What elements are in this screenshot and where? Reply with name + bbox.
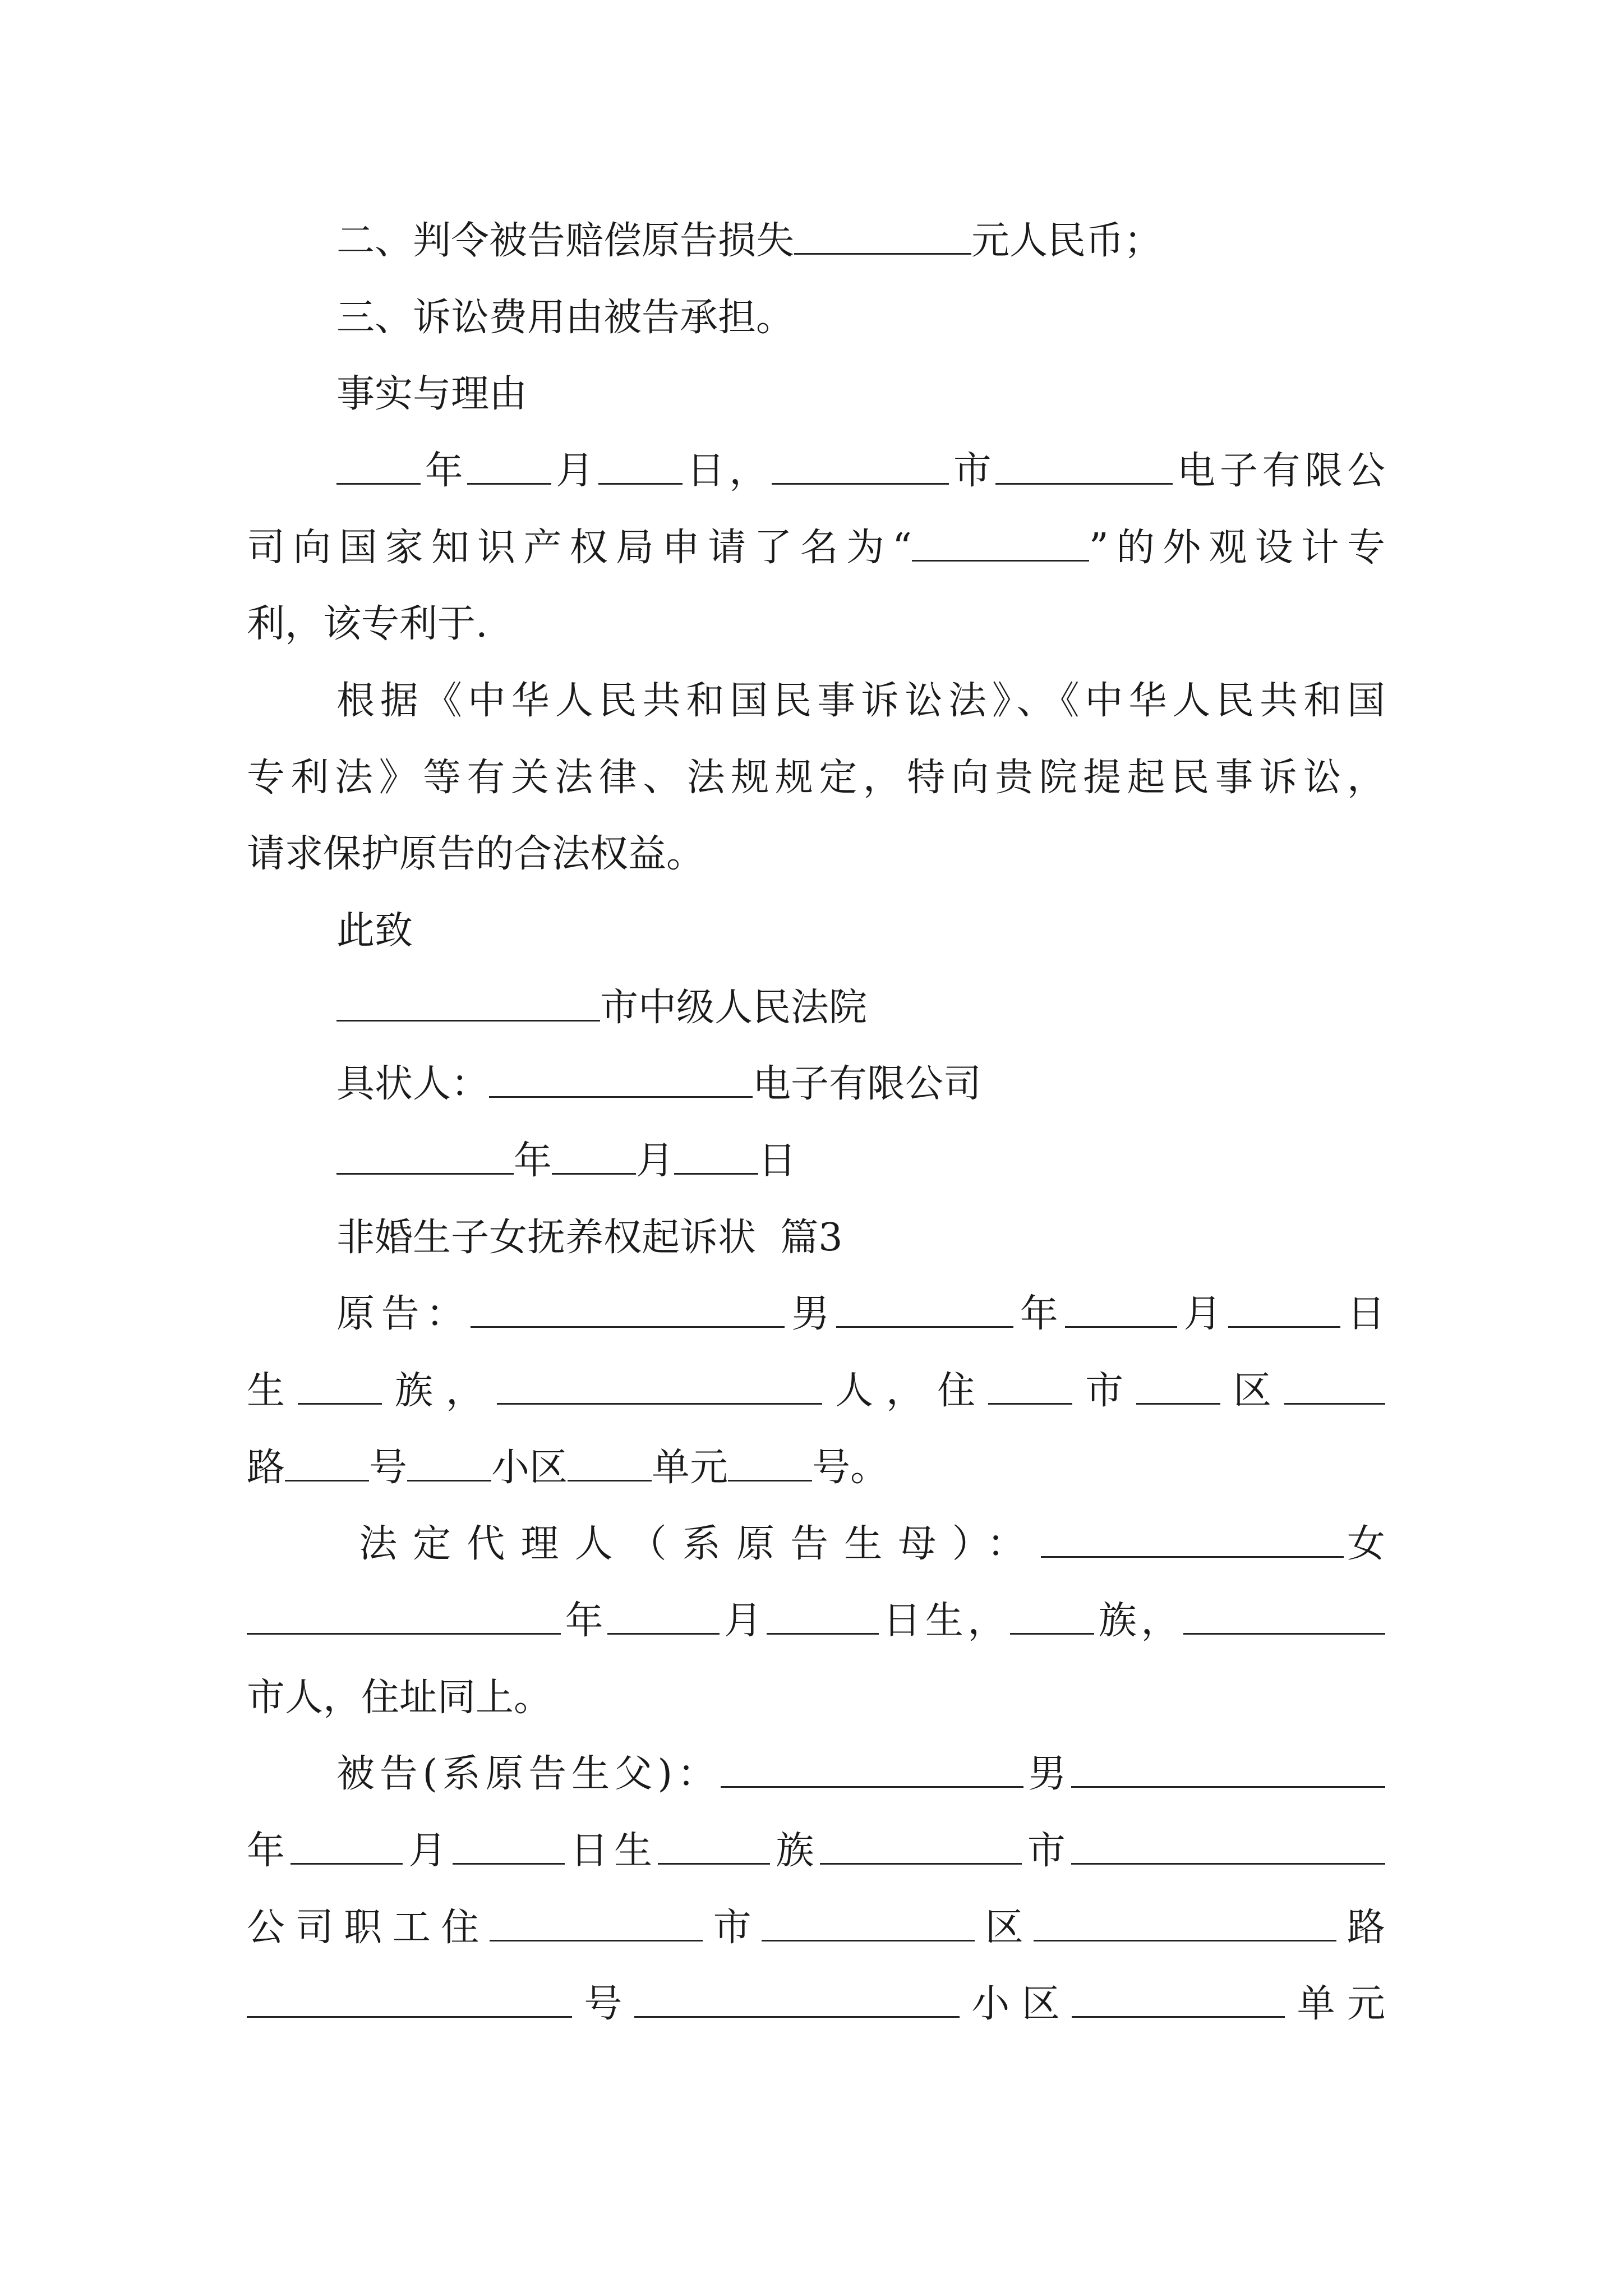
text-run: 专利法》等有关法律、法规规定，特向贵院提起民事诉讼， bbox=[247, 756, 1385, 800]
text-run: 小区 bbox=[959, 1982, 1072, 2026]
signing-date bbox=[336, 1130, 1385, 1192]
text-run: 年 bbox=[421, 449, 468, 493]
text-line bbox=[336, 440, 1385, 502]
fill-in-blank bbox=[285, 1448, 369, 1481]
signatory bbox=[336, 1053, 1385, 1115]
fill-in-blank bbox=[772, 452, 949, 485]
text-run: 非婚生子女抚养权起诉状 篇3 bbox=[336, 1216, 843, 1260]
text-run: 年 bbox=[561, 1599, 608, 1643]
fill-in-blank bbox=[1065, 1295, 1177, 1328]
text-line bbox=[247, 517, 1385, 579]
text-run: 生 bbox=[247, 1369, 298, 1413]
fill-in-blank bbox=[1228, 1295, 1340, 1328]
fill-in-blank bbox=[247, 1985, 572, 2018]
fill-in-blank bbox=[568, 1448, 652, 1481]
text-line bbox=[336, 1743, 1385, 1805]
fill-in-blank bbox=[336, 988, 600, 1022]
text-line bbox=[359, 1513, 1385, 1575]
text-run: 月 bbox=[636, 1139, 675, 1183]
fill-in-blank bbox=[1041, 1525, 1344, 1558]
fill-in-blank bbox=[728, 1448, 812, 1481]
text-run: 族， bbox=[382, 1369, 497, 1413]
text-line bbox=[336, 210, 1385, 272]
text-run: 事实与理由 bbox=[336, 372, 528, 416]
fill-in-blank bbox=[497, 1372, 822, 1405]
text-run: 女 bbox=[1343, 1522, 1385, 1566]
text-line bbox=[336, 670, 1385, 732]
text-line bbox=[336, 1283, 1385, 1345]
text-run: 市 bbox=[702, 1906, 762, 1950]
text-run: 区 bbox=[1220, 1369, 1284, 1413]
text-line bbox=[247, 1360, 1385, 1422]
fill-in-blank bbox=[489, 1065, 753, 1098]
text-run: 男 bbox=[785, 1292, 836, 1336]
fill-in-blank bbox=[762, 1908, 975, 1941]
text-run: 族 bbox=[770, 1829, 820, 1873]
text-run: 男 bbox=[1023, 1752, 1071, 1796]
fill-in-blank bbox=[1072, 1985, 1285, 2018]
text-line bbox=[247, 1667, 1385, 1729]
text-run: 月 bbox=[403, 1829, 453, 1873]
section-title bbox=[336, 1207, 1385, 1269]
text-run: 请求保护原告的合法权益。 bbox=[247, 832, 705, 876]
text-run: 路 bbox=[1336, 1906, 1385, 1950]
text-run: 被告(系原告生父)： bbox=[336, 1752, 721, 1796]
text-run: 元人民币； bbox=[971, 219, 1163, 263]
text-run: 年 bbox=[1013, 1292, 1065, 1336]
fill-in-blank bbox=[1071, 1755, 1385, 1788]
fill-in-blank bbox=[1136, 1372, 1220, 1405]
fill-in-blank bbox=[658, 1832, 770, 1865]
text-line bbox=[247, 1973, 1385, 2035]
text-run: 日生 bbox=[564, 1829, 658, 1873]
fill-in-blank bbox=[453, 1832, 565, 1865]
fill-in-blank bbox=[794, 222, 971, 255]
text-line bbox=[336, 287, 1385, 349]
fill-in-blank bbox=[1183, 1602, 1385, 1635]
text-run: 市 bbox=[1072, 1369, 1136, 1413]
fill-in-blank bbox=[988, 1372, 1072, 1405]
text-run: 号。 bbox=[812, 1446, 889, 1490]
addressee-court bbox=[336, 977, 1385, 1039]
fill-in-blank bbox=[467, 452, 551, 485]
fill-in-blank bbox=[1010, 1602, 1094, 1635]
text-run: 利，该专利于. bbox=[247, 602, 488, 646]
text-run: 日生， bbox=[878, 1599, 1011, 1643]
text-run: 市 bbox=[1021, 1829, 1071, 1873]
fill-in-blank bbox=[1284, 1372, 1385, 1405]
fill-in-blank bbox=[820, 1832, 1022, 1865]
text-line bbox=[247, 1897, 1385, 1959]
text-run: 法定代理人（系原告生母）： bbox=[359, 1522, 1041, 1566]
text-run: 号 bbox=[572, 1982, 634, 2026]
section-heading bbox=[336, 364, 1385, 425]
text-run: 市 bbox=[948, 449, 996, 493]
text-run: 年 bbox=[514, 1139, 552, 1183]
text-run: 公司职工住 bbox=[247, 1906, 490, 1950]
text-run: 路 bbox=[247, 1446, 285, 1490]
text-run: 月 bbox=[720, 1599, 767, 1643]
text-run: 此致 bbox=[336, 909, 413, 953]
fill-in-blank bbox=[1034, 1908, 1336, 1941]
text-run: 司向国家知识产权局申请了名为“ bbox=[247, 526, 912, 570]
fill-in-blank bbox=[836, 1295, 1013, 1328]
text-run: 单元 bbox=[1285, 1982, 1385, 2026]
text-run: 原告： bbox=[336, 1292, 471, 1336]
text-line bbox=[247, 1590, 1385, 1652]
fill-in-blank bbox=[634, 1985, 960, 2018]
text-run: 日， bbox=[682, 449, 772, 493]
text-run: 年 bbox=[247, 1829, 291, 1873]
text-run: 市人，住址同上。 bbox=[247, 1676, 552, 1720]
fill-in-blank bbox=[607, 1602, 720, 1635]
text-run: 电子有限公司 bbox=[753, 1062, 982, 1106]
text-run: 单元 bbox=[652, 1446, 728, 1490]
salutation bbox=[336, 900, 1385, 962]
text-run: 日 bbox=[758, 1139, 797, 1183]
text-run: 具状人： bbox=[336, 1062, 490, 1106]
fill-in-blank bbox=[298, 1372, 382, 1405]
fill-in-blank bbox=[471, 1295, 785, 1328]
text-run: 电子有限公 bbox=[1173, 449, 1385, 493]
text-line bbox=[247, 593, 1385, 655]
text-run: 二、判令被告赔偿原告损失 bbox=[336, 219, 795, 263]
fill-in-blank bbox=[1071, 1832, 1385, 1865]
fill-in-blank bbox=[336, 452, 421, 485]
fill-in-blank bbox=[490, 1908, 703, 1941]
text-run: 号 bbox=[369, 1446, 408, 1490]
fill-in-blank bbox=[336, 1142, 514, 1175]
text-run: 日 bbox=[1340, 1292, 1385, 1336]
text-run: 市中级人民法院 bbox=[600, 986, 868, 1030]
text-run: 人，住 bbox=[822, 1369, 988, 1413]
fill-in-blank bbox=[721, 1755, 1023, 1788]
text-line bbox=[247, 1820, 1385, 1882]
text-line bbox=[247, 1437, 1385, 1499]
fill-in-blank bbox=[912, 528, 1089, 562]
fill-in-blank bbox=[674, 1142, 758, 1175]
fill-in-blank bbox=[407, 1448, 491, 1481]
fill-in-blank bbox=[598, 452, 683, 485]
text-run: 月 bbox=[1177, 1292, 1229, 1336]
fill-in-blank bbox=[552, 1142, 636, 1175]
fill-in-blank bbox=[767, 1602, 879, 1635]
fill-in-blank bbox=[995, 452, 1173, 485]
text-run: 三、诉讼费用由被告承担。 bbox=[336, 296, 795, 340]
text-line bbox=[247, 823, 1385, 885]
text-run: 族， bbox=[1094, 1599, 1183, 1643]
fill-in-blank bbox=[247, 1602, 561, 1635]
text-run: 月 bbox=[551, 449, 598, 493]
text-line bbox=[247, 747, 1385, 809]
fill-in-blank bbox=[291, 1832, 403, 1865]
text-run: 小区 bbox=[491, 1446, 568, 1490]
text-run: ”的外观设计专 bbox=[1089, 526, 1385, 570]
text-run: 根据《中华人民共和国民事诉讼法》、《中华人民共和国 bbox=[336, 679, 1385, 723]
text-run: 区 bbox=[975, 1906, 1034, 1950]
